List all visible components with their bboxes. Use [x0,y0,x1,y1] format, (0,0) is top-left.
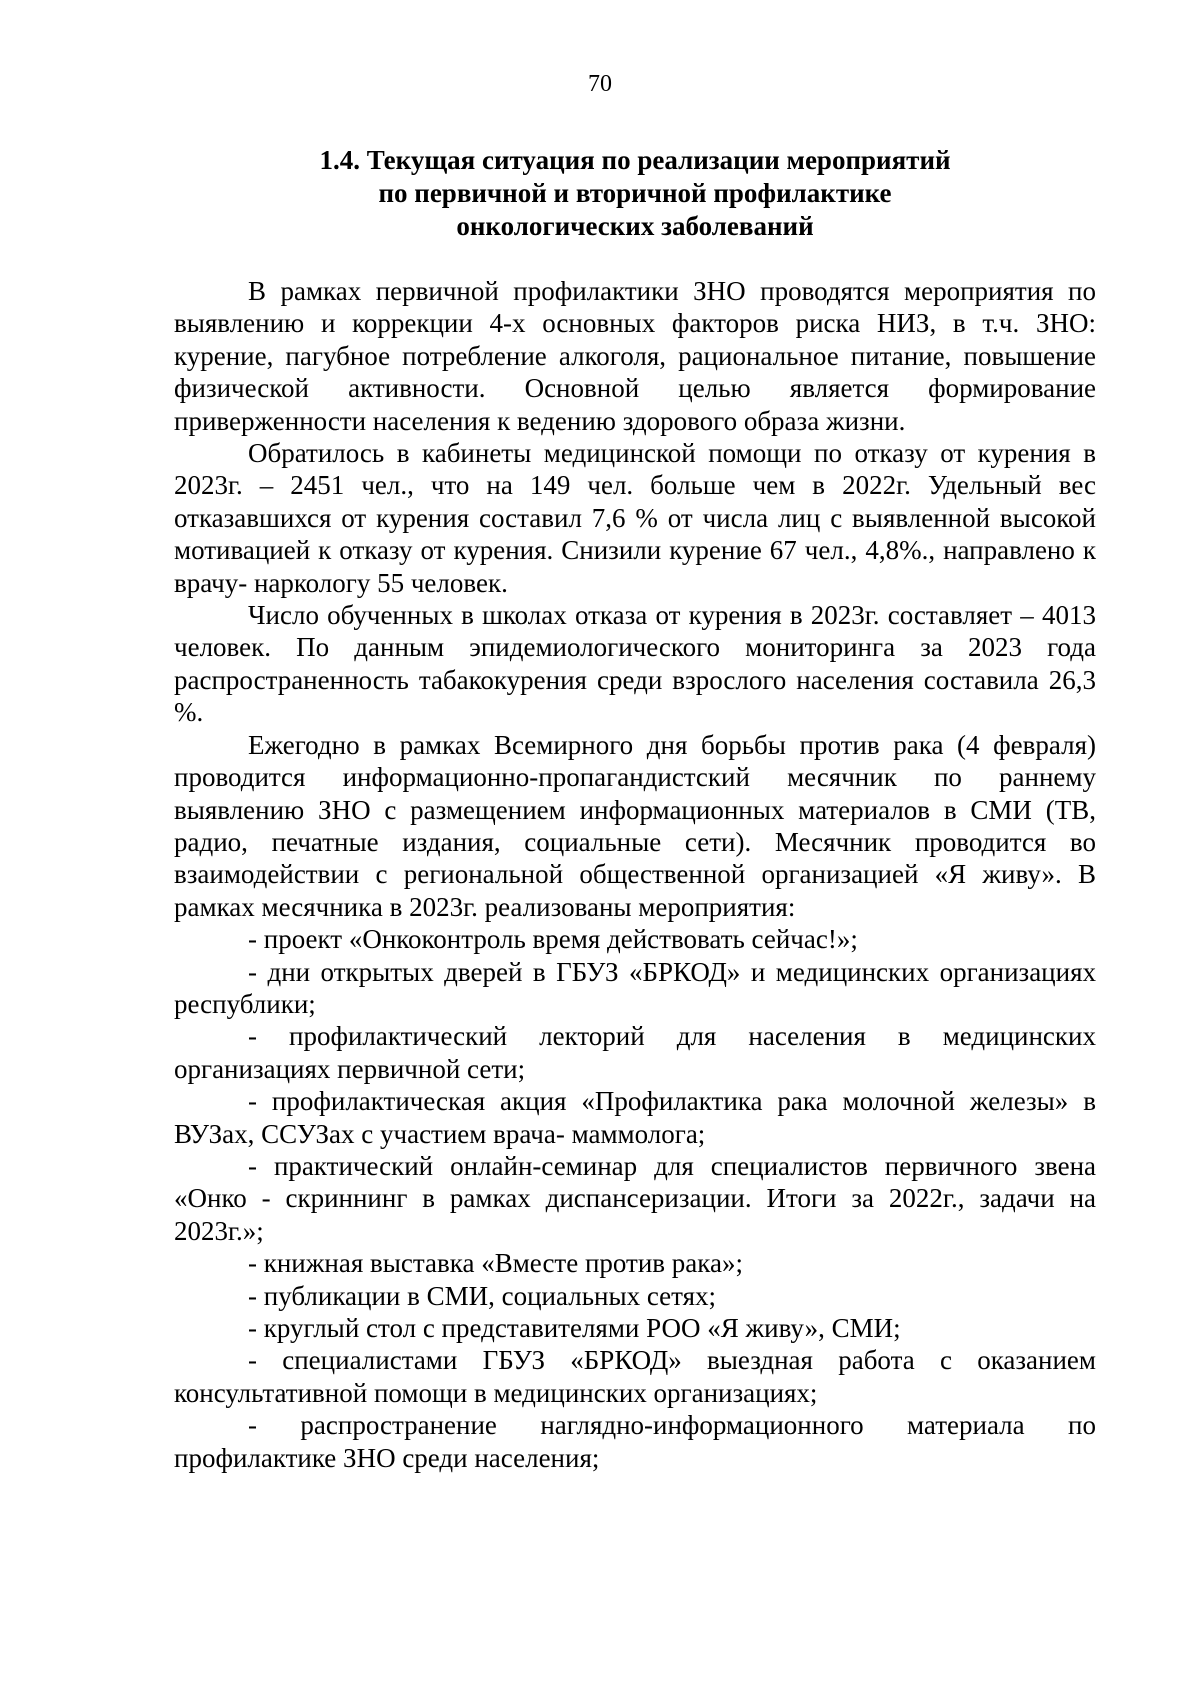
paragraph-primary-prevention: В рамках первичной профилактики ЗНО проводятся мероприятия по выявлению и коррекции 4-х основных факторов риска НИЗ, в т.ч. ЗНО: курение, пагубное потребление алкоголя, рациональное питание, повышение физической активности. Основной целью является формирование приверженности населения к ведению здорового образа жизни. [174,276,1096,436]
list-item: - дни открытых дверей в ГБУЗ «БРКОД» и медицинских организациях республики; [174,956,1096,1019]
list-item: - профилактическая акция «Профилактика рака молочной железы» в ВУЗах, ССУЗах с участием врача- маммолога; [174,1086,1096,1149]
list-item: - круглый стол с представителями РОО «Я живу», СМИ; [248,1313,901,1343]
paragraph-smoking-cessation: Обратилось в кабинеты медицинской помощи по отказу от курения в 2023г. – 2451 чел., что на 149 чел. больше чем в 2022г. Удельный вес отказавшихся от курения составил 7,6 % от числа лиц с выявленной высокой мотивацией к отказу от курения. Снизили курение 67 чел., 4,8%., направлено к врачу- наркологу 55 человек. [174,438,1096,598]
list-item: - профилактический лекторий для населения в медицинских организациях первичной сети; [174,1021,1096,1084]
list-item: - специалистами ГБУЗ «БРКОД» выездная работа с оказанием консультативной помощи в медицинских организациях; [174,1345,1096,1408]
section-heading-line-2: по первичной и вторичной профилактике [378,178,892,208]
section-heading [175,144,1095,243]
paragraph-awareness-month: Ежегодно в рамках Всемирного дня борьбы против рака (4 февраля) проводится информационно-пропагандистский месячник по раннему выявлению ЗНО с размещением информационных материалов в СМИ (ТВ, радио, печатные издания, социальные сети). Месячник проводится во взаимодействии с региональной общественной организацией «Я живу». В рамках месячника в 2023г. реализованы мероприятия: [174,729,1096,922]
page-number: 70 [588,71,612,97]
list-item: - проект «Онкоконтроль время действовать сейчас!»; [248,924,858,955]
list-item: - публикации в СМИ, социальных сетях; [248,1280,717,1311]
section-heading-line-3: онкологических заболеваний [456,211,814,241]
list-item: - практический онлайн-семинар для специалистов первичного звена «Онко - скриннинг в рамках диспансеризации. Итоги за 2022г., задачи на 2023г.»; [174,1150,1096,1246]
paragraph-smoking-schools: Число обученных в школах отказа от курения в 2023г. составляет – 4013 человек. По данным эпидемиологического мониторинга за 2023 года распространенность табакокурения среди взрослого населения составила 26,3 %. [174,600,1096,728]
events-list [174,923,1096,1474]
document-body [174,275,1096,1474]
list-item: - книжная выставка «Вместе против рака»; [248,1248,743,1279]
list-item: - распространение наглядно-информационного материала по профилактике ЗНО среди населения; [174,1410,1096,1473]
section-heading-line-1: 1.4. Текущая ситуация по реализации мероприятий [319,145,951,175]
